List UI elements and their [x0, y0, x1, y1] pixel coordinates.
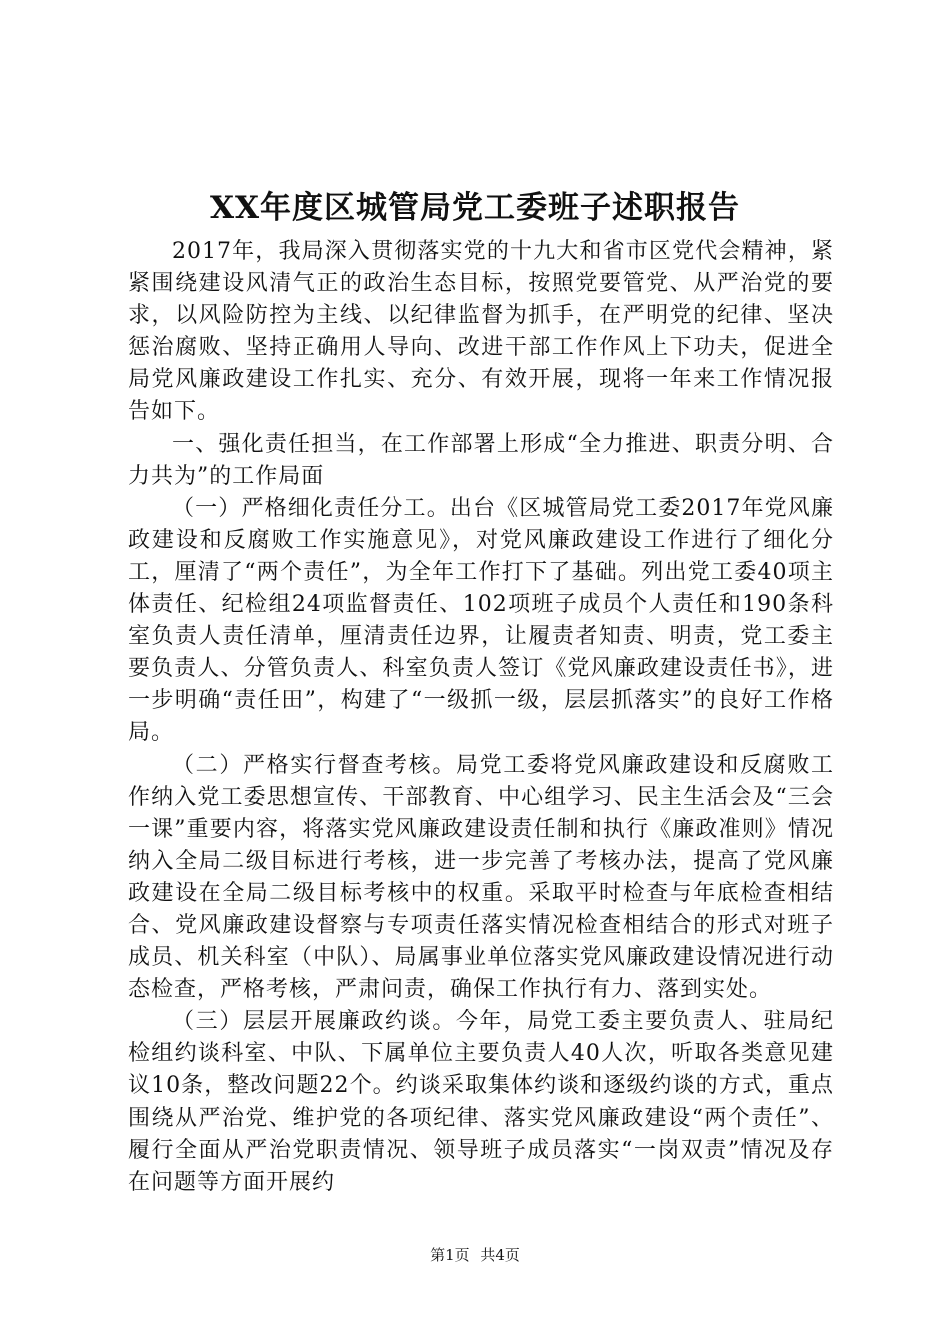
paragraph-intro: 2017年，我局深入贯彻落实党的十九大和省市区党代会精神，紧紧围绕建设风清气正的政治生态目标，按照党要管党、从严治党的要求，以风险防控为主线、以纪律监督为抓手，在严明党的纪律、坚决惩治腐败、坚持正确用人导向、改进干部工作作风上下功夫，促进全局党风廉政建设工作扎实、充分、有效开展，现将一年来工作情况报告如下。 [128, 239, 834, 425]
total-pages-label: 共4页 [480, 1246, 520, 1264]
paragraph-subsection-1: （一）严格细化责任分工。出台《区城管局党工委2017年党风廉政建设和反腐败工作实施意见》，对党风廉政建设工作进行了细化分工，厘清了“两个责任”，为全年工作打下了基础。列出党工委40项主体责任、纪检组24项监督责任、102项班子成员个人责任和190条科室负责人责任清单，厘清责任边界，让履责者知责、明责，党工委主要负责人、分管负责人、科室负责人签订《党风廉政建设责任书》，进一步明确“责任田”，构建了“一级抓一级，层层抓落实”的良好工作格局。 [128, 495, 834, 746]
paragraph-subsection-2: （二）严格实行督查考核。局党工委将党风廉政建设和反腐败工作纳入党工委思想宣传、干部教育、中心组学习、民主生活会及“三会一课”重要内容，将落实党风廉政建设责任制和执行《廉政准则》情况纳入全局二级目标进行考核，进一步完善了考核办法，提高了党风廉政建设在全局二级目标考核中的权重。采取平时检查与年底检查相结合、党风廉政建设督察与专项责任落实情况检查相结合的形式对班子成员、机关科室（中队）、局属事业单位落实党风廉政建设情况进行动态检查，严格考核，严肃问责，确保工作执行有力、落到实处。 [128, 752, 834, 1003]
page-footer [0, 1245, 950, 1265]
document-body [128, 236, 834, 1199]
paragraph-subsection-3: （三）层层开展廉政约谈。今年，局党工委主要负责人、驻局纪检组约谈科室、中队、下属单位主要负责人40人次，听取各类意见建议10条，整改问题22个。约谈采取集体约谈和逐级约谈的方式，重点围绕从严治党、维护党的各项纪律、落实党风廉政建设“两个责任”、履行全面从严治党职责情况、领导班子成员落实“一岗双责”情况及存在问题等方面开展约 [128, 1009, 834, 1195]
current-page-label: 第1页 [430, 1246, 470, 1264]
document-title: XX年度区城管局党工委班子述职报告 [209, 190, 741, 226]
section-heading-1: 一、强化责任担当，在工作部署上形成“全力推进、职责分明、合力共为”的工作局面 [128, 431, 834, 489]
